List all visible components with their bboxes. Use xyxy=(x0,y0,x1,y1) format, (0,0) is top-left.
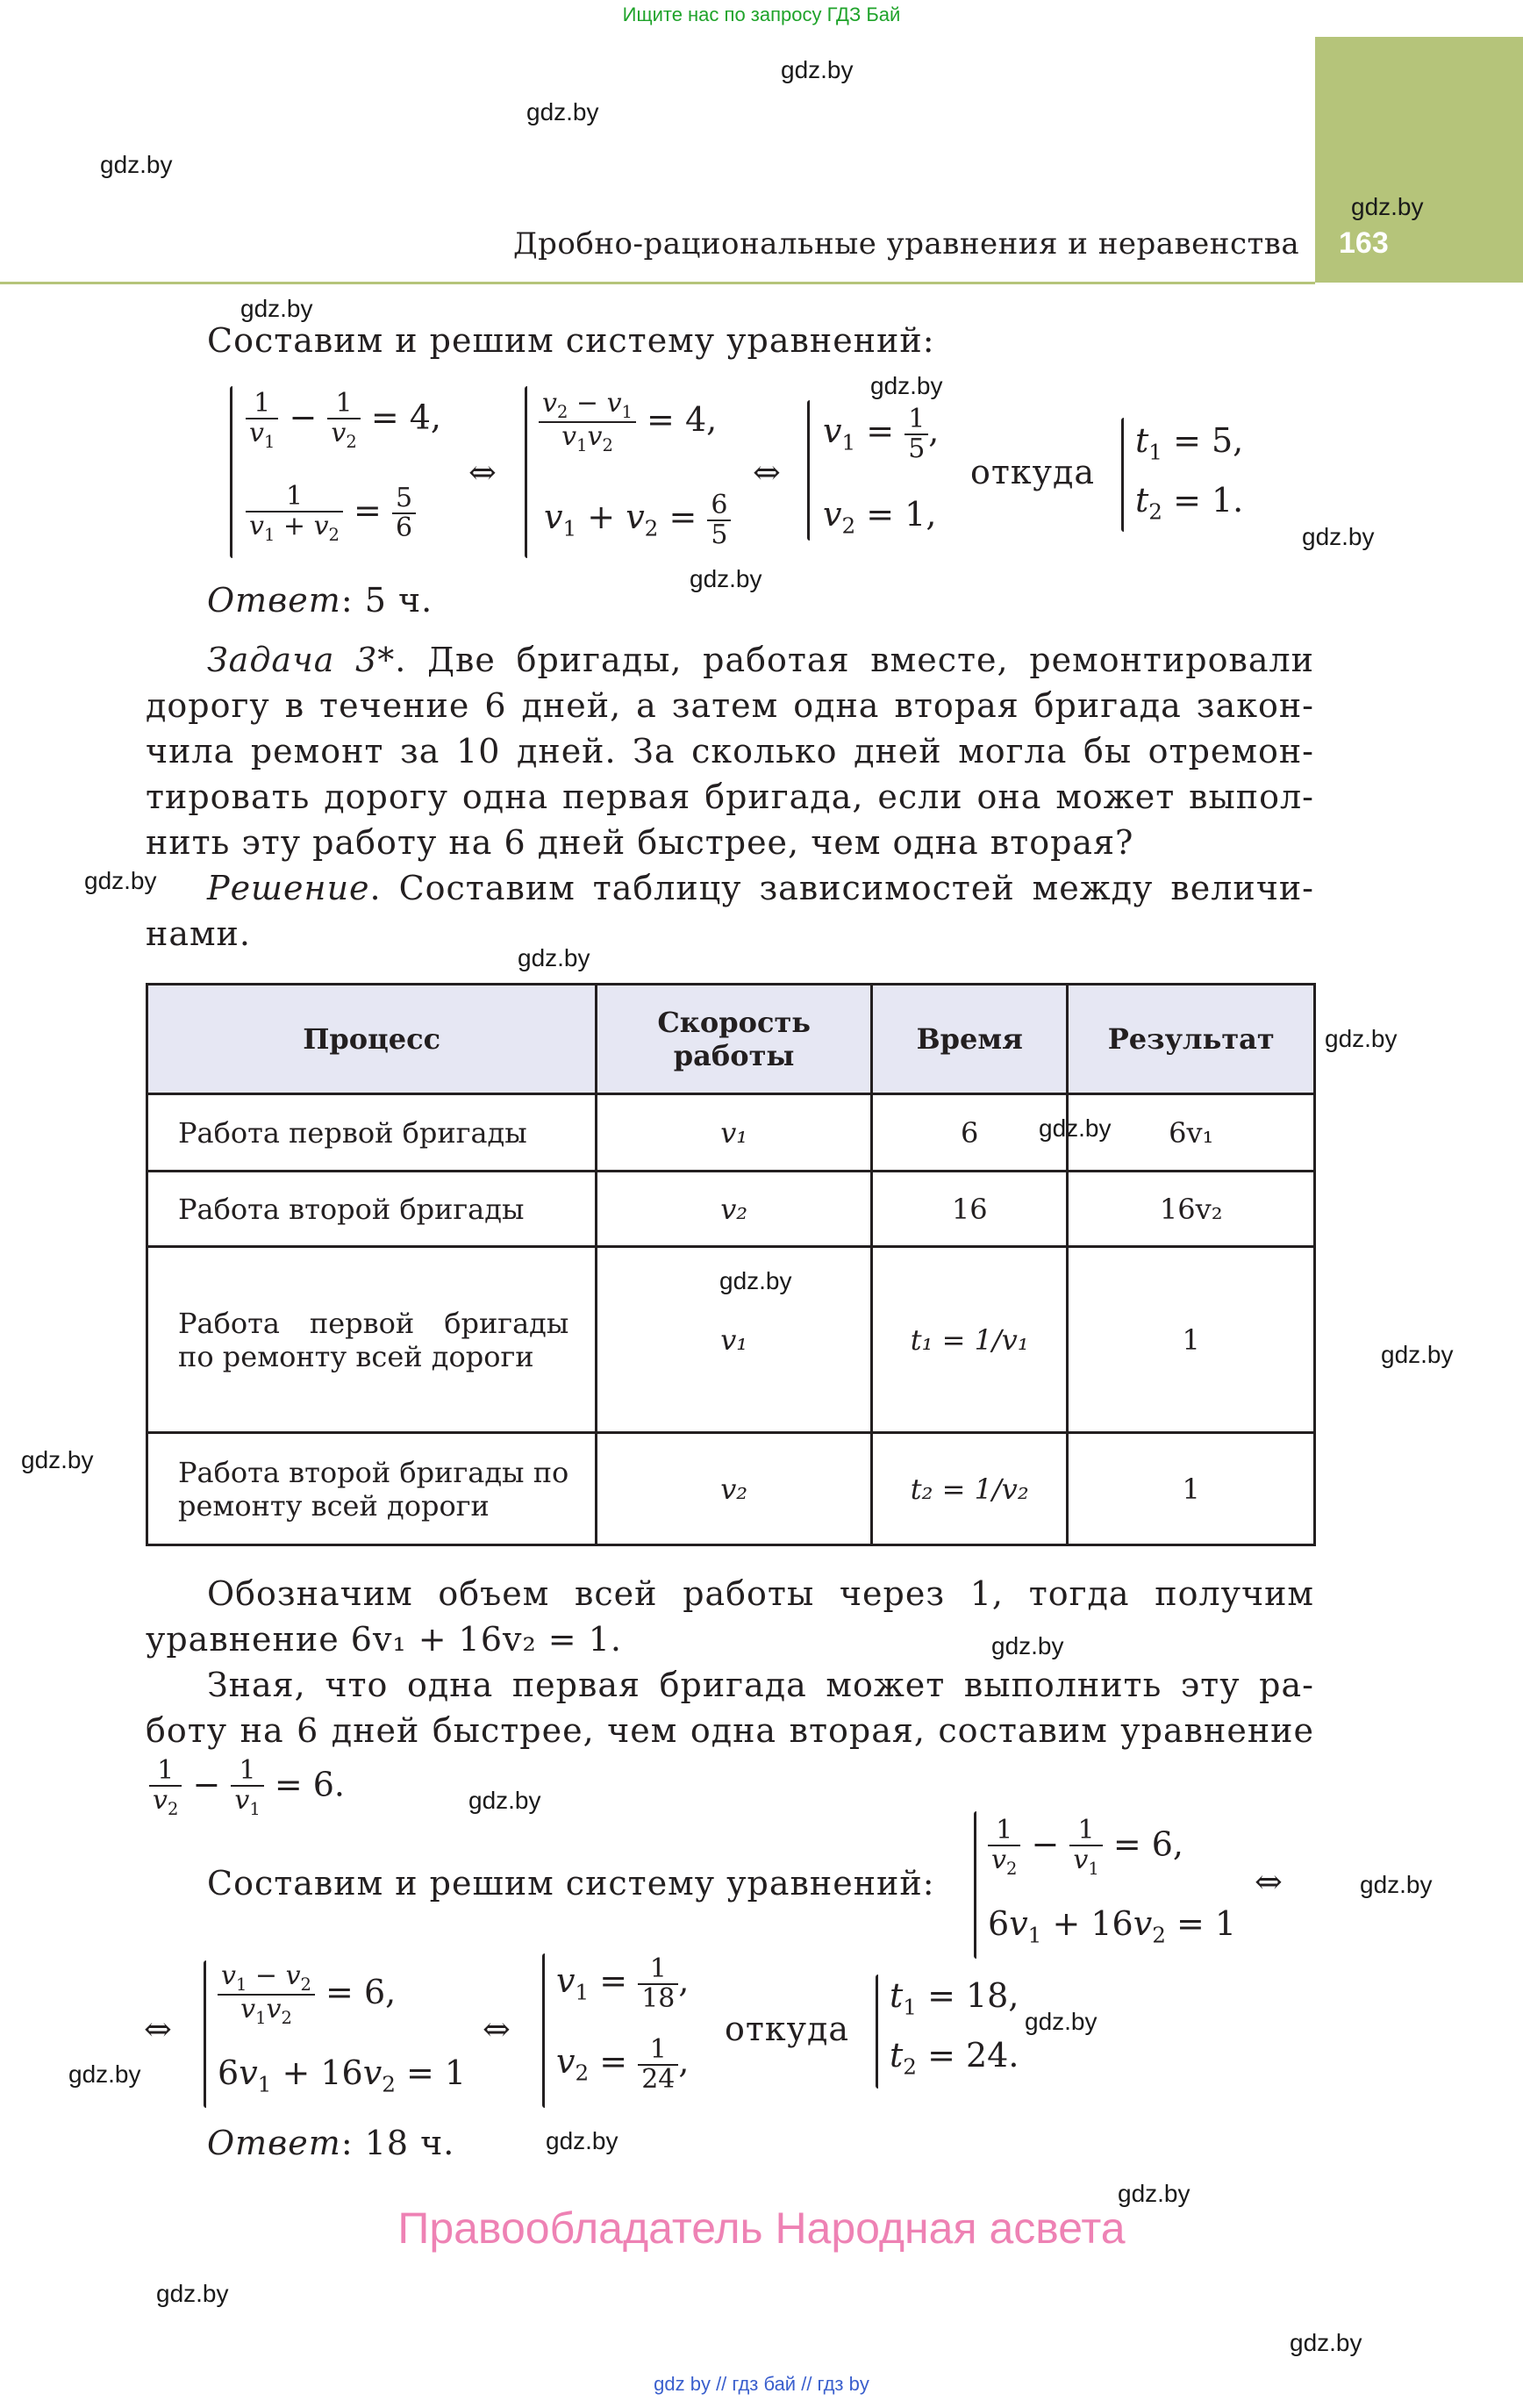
otkuda-text: откуда xyxy=(725,2010,850,2048)
time-cell: t₂ = 1/v₂ xyxy=(872,1433,1068,1545)
dependency-table xyxy=(146,983,1316,1546)
equation: $t_2 = 24$. xyxy=(890,2036,1019,2080)
equation: $t_2 = 1$. xyxy=(1135,481,1244,525)
task-line: тировать дорогу одна первая бригада, если она может выпол- xyxy=(146,778,1314,816)
process-cell: Работа первой бригады по ремонту всей дороги xyxy=(147,1247,597,1433)
watermark: gdz.by xyxy=(1039,1114,1112,1142)
table-row xyxy=(147,1433,1315,1545)
paragraph-line: Зная, что одна первая бригада может выполнить эту ра- xyxy=(207,1666,1314,1704)
column-header: Процесс xyxy=(147,985,597,1094)
speed-cell: v₁ xyxy=(597,1094,872,1172)
table-row xyxy=(147,1247,1315,1433)
paragraph-line: боту на 6 дней быстрее, чем одна вторая, составим уравнение xyxy=(146,1711,1314,1750)
equation: $6v_1 + 16v_2 = 1$ xyxy=(218,2053,467,2097)
equation: $v_2$ = $\frac{1}{24}$ , xyxy=(556,2034,690,2095)
watermark: gdz.by xyxy=(991,1632,1064,1659)
watermark: gdz.by xyxy=(1360,1871,1433,1898)
paragraph-line: Обозначим объем всей работы через 1, тогда получим xyxy=(207,1574,1314,1613)
watermark: gdz.by xyxy=(1025,2008,1098,2035)
brace xyxy=(1121,418,1124,532)
process-cell: Работа первой бригады xyxy=(147,1094,597,1172)
equation: $v_2 = 1$, xyxy=(823,495,937,539)
task-line: чила ремонт за 10 дней. За сколько дней могла бы отремон- xyxy=(146,732,1314,770)
watermark: gdz.by xyxy=(240,295,313,322)
solution-line xyxy=(146,869,1314,907)
brace xyxy=(525,386,527,558)
speed-cell: v₁ xyxy=(597,1247,872,1433)
watermark: gdz.by xyxy=(1118,2180,1191,2207)
answer-label: Ответ xyxy=(207,2124,341,2162)
result-cell: 1 xyxy=(1068,1247,1315,1433)
answer-value: : 18 ч. xyxy=(340,2124,455,2162)
watermark: gdz.by xyxy=(21,1446,94,1473)
watermark: gdz.by xyxy=(1381,1341,1454,1368)
answer-value: : 5 ч. xyxy=(340,581,433,620)
watermark: gdz.by xyxy=(84,867,157,894)
speed-cell: v₂ xyxy=(597,1172,872,1247)
watermark: gdz.by xyxy=(526,98,599,125)
result-cell: 6v₁ xyxy=(1068,1094,1315,1172)
equation: $t_1 = 18$, xyxy=(890,1976,1019,2020)
equation: $\frac{v_2 - v_1}{v_1v_2}$ = 4, xyxy=(539,390,717,455)
task-text: . Две бригады, работая вместе, ремонтировали xyxy=(395,641,1314,679)
task-label: Задача 3* xyxy=(207,641,396,679)
watermark: gdz.by xyxy=(68,2060,141,2088)
equation: $\frac{1}{v_1}$ − $\frac{1}{v_2}$ = 4, xyxy=(246,390,441,451)
watermark: gdz.by xyxy=(1290,2329,1362,2356)
watermark: gdz.by xyxy=(518,944,590,971)
system-intro: Составим и решим систему уравнений: xyxy=(207,321,935,360)
equation: $6v_1 + 16v_2 = 1$ xyxy=(988,1904,1237,1948)
equivalence-symbol: ⇔ xyxy=(1255,1862,1283,1901)
watermark: gdz.by xyxy=(1351,193,1424,220)
solution-label: Решение xyxy=(207,869,370,907)
equation: $\frac{1}{v_1 + v_2}$ = $\frac{5}{6}$ xyxy=(246,483,416,544)
page-number: 163 xyxy=(1339,226,1389,260)
brace xyxy=(807,400,810,541)
equation: $\frac{1}{v_2}$ − $\frac{1}{v_1}$ = 6, xyxy=(988,1817,1183,1878)
process-cell: Работа второй бригады xyxy=(147,1172,597,1247)
result-cell: 16v₂ xyxy=(1068,1172,1315,1247)
chapter-title: Дробно-рациональные уравнения и неравенства xyxy=(513,226,1300,262)
watermark: gdz.by xyxy=(1325,1025,1398,1052)
footer-links[interactable]: gdz by // гдз бай // гдз by xyxy=(654,2373,869,2395)
column-header: Время xyxy=(872,985,1068,1094)
watermark: gdz.by xyxy=(690,565,762,592)
table-row xyxy=(147,1094,1315,1172)
equation: $t_1 = 5$, xyxy=(1135,421,1244,465)
watermark: gdz.by xyxy=(719,1267,792,1294)
watermark: gdz.by xyxy=(468,1787,541,1814)
equivalence-symbol: ⇔ xyxy=(468,453,497,491)
otkuda-text: откуда xyxy=(970,453,1096,491)
solution-line: нами. xyxy=(146,914,251,953)
brace xyxy=(974,1811,976,1959)
speed-cell: v₂ xyxy=(597,1433,872,1545)
copyright-notice: Правообладатель Народная асвета xyxy=(397,2204,1126,2253)
brace xyxy=(230,386,232,558)
header-rule xyxy=(0,282,1315,284)
watermark: gdz.by xyxy=(100,151,173,178)
equation: $v_1$ = $\frac{1}{18}$ , xyxy=(556,1953,690,2014)
answer-2 xyxy=(207,2124,454,2162)
top-notice[interactable]: Ищите нас по запросу ГДЗ Бай xyxy=(622,4,901,25)
watermark: gdz.by xyxy=(156,2280,229,2307)
task-line: нить эту работу на 6 дней быстрее, чем одна вторая? xyxy=(146,823,1134,862)
time-cell: t₁ = 1/v₁ xyxy=(872,1247,1068,1433)
solution-text: . Составим таблицу зависимостей между величи- xyxy=(369,869,1314,907)
watermark: gdz.by xyxy=(1302,523,1375,550)
table-row xyxy=(147,1172,1315,1247)
answer-label: Ответ xyxy=(207,581,341,620)
watermark: gdz.by xyxy=(870,372,943,399)
equivalence-symbol: ⇔ xyxy=(753,453,781,491)
task-line: дорогу в течение 6 дней, а затем одна вторая бригада закон- xyxy=(146,686,1314,725)
brace xyxy=(204,1960,206,2108)
equivalence-symbol: ⇔ xyxy=(483,2010,511,2048)
system-intro: Составим и решим систему уравнений: xyxy=(207,1864,935,1903)
time-cell: 6 xyxy=(872,1094,1068,1172)
time-cell: 16 xyxy=(872,1172,1068,1247)
equation: $v_1$ = $\frac{1}{5}$ , xyxy=(823,404,940,464)
equation: $\frac{1}{v_2}$ − $\frac{1}{v_1}$ = 6. xyxy=(149,1757,345,1818)
paragraph-line: уравнение 6v₁ + 16v₂ = 1. xyxy=(146,1620,622,1659)
process-cell: Работа второй бригады по ремонту всей дороги xyxy=(147,1433,597,1545)
table-header-row xyxy=(147,985,1315,1094)
brace xyxy=(876,1974,878,2089)
task-line xyxy=(146,641,1314,679)
watermark: gdz.by xyxy=(546,2127,618,2154)
equation: $\frac{v_1 - v_2}{v_1v_2}$ = 6, xyxy=(218,1962,396,2028)
column-header: Результат xyxy=(1068,985,1315,1094)
brace xyxy=(542,1953,545,2108)
watermark: gdz.by xyxy=(781,56,854,83)
result-cell: 1 xyxy=(1068,1433,1315,1545)
answer-1 xyxy=(207,581,433,620)
equation: $v_1 + v_2$ = $\frac{6}{5}$ xyxy=(544,491,731,548)
equivalence-symbol: ⇔ xyxy=(144,2010,172,2048)
column-header: Скорость работы xyxy=(597,985,872,1094)
